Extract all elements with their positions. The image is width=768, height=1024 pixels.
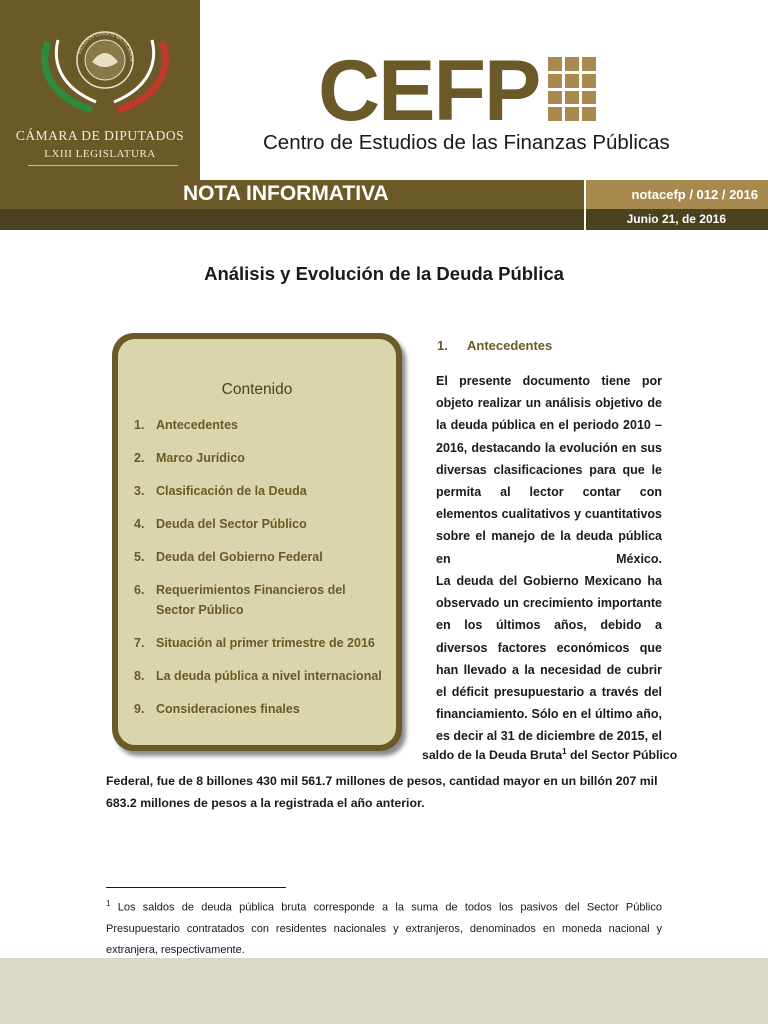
cefp-logo: CEFP (318, 43, 540, 139)
contents-item: 5. Deuda del Gobierno Federal (134, 550, 323, 564)
contents-item: 6. Requerimientos Financieros del Sector Público (134, 583, 346, 617)
seal-text: ESTADOS UNIDOS MEXICANOS (77, 31, 134, 62)
page-bottom-band (0, 958, 768, 1024)
contents-item: 8. La deuda pública a nivel internacional (134, 669, 382, 683)
section-heading (437, 338, 552, 353)
footnote-marker: 1 (106, 899, 111, 908)
paragraph-debt-line: saldo de la Deuda Bruta$^1$ del Sector Público (422, 747, 678, 763)
footnote-text: Los saldos de deuda pública bruta corresponde a la suma de todos los pasivos del Sector Público Presupuestario contratados con residentes nacionales y extranjeros, denominados en moneda nacional y extranjera, respectivamente. (106, 901, 662, 956)
divider (28, 165, 178, 166)
contents-item: 7. Situación al primer trimestre de 2016 (134, 636, 375, 650)
doc-reference: notacefp / 012 / 2016 (631, 187, 758, 202)
contents-box (112, 333, 402, 751)
document-title: Análisis y Evolución de la Deuda Pública (204, 263, 564, 284)
contents-item: 9. Consideraciones finales (134, 702, 300, 716)
national-seal-icon (30, 22, 180, 122)
contents-heading: Contenido (221, 381, 293, 398)
footnote-divider (106, 887, 286, 888)
cefp-grid-icon (548, 57, 596, 121)
cefp-full-name: Centro de Estudios de las Finanzas Públicas (263, 131, 670, 154)
footnote (106, 893, 662, 961)
chamber-logo-panel (0, 0, 200, 180)
paragraph-debt-amount: Federal, fue de 8 billones 430 mil 561.7 millones de pesos, cantidad mayor en un billón 207 mil 683.2 millones de pesos a la registrada el año anterior. (106, 774, 658, 810)
section-title: Antecedentes (467, 338, 553, 353)
chamber-name: CÁMARA DE DIPUTADOS (15, 128, 185, 143)
paragraph-objective: El presente documento tiene por objeto realizar un análisis objetivo de la deuda pública en el periodo 2010 – 2016, destacando la evolución en sus diversas clasificaciones para que le permita al lector contar con elementos cualitativos y cuantitativos sobre el manejo de la deuda pública en México. (436, 374, 662, 566)
paragraph-debt-growth: La deuda del Gobierno Mexicano ha observado un crecimiento importante en los últimos años, debido a diversos factores económicos que han llevado a la necesidad de cubrir el déficit presupuestario a través del financiamiento. Sólo en el último año, es decir al 31 de diciembre de 2015, el (436, 574, 662, 744)
footnote-ref: 1 (562, 747, 567, 756)
contents-item: 1. Antecedentes (134, 418, 238, 432)
contents-item: 3. Clasificación de la Deuda (134, 484, 307, 498)
doc-type-label: NOTA INFORMATIVA (183, 182, 389, 205)
contents-panel (118, 339, 396, 745)
legislature-name: LXIII LEGISLATURA (44, 148, 156, 160)
section-number: 1. (437, 338, 448, 353)
contents-list (134, 415, 386, 732)
contents-item: 4. Deuda del Sector Público (134, 517, 307, 531)
contents-item: 2. Marco Jurídico (134, 451, 245, 465)
doc-date: Junio 21, de 2016 (626, 212, 726, 226)
